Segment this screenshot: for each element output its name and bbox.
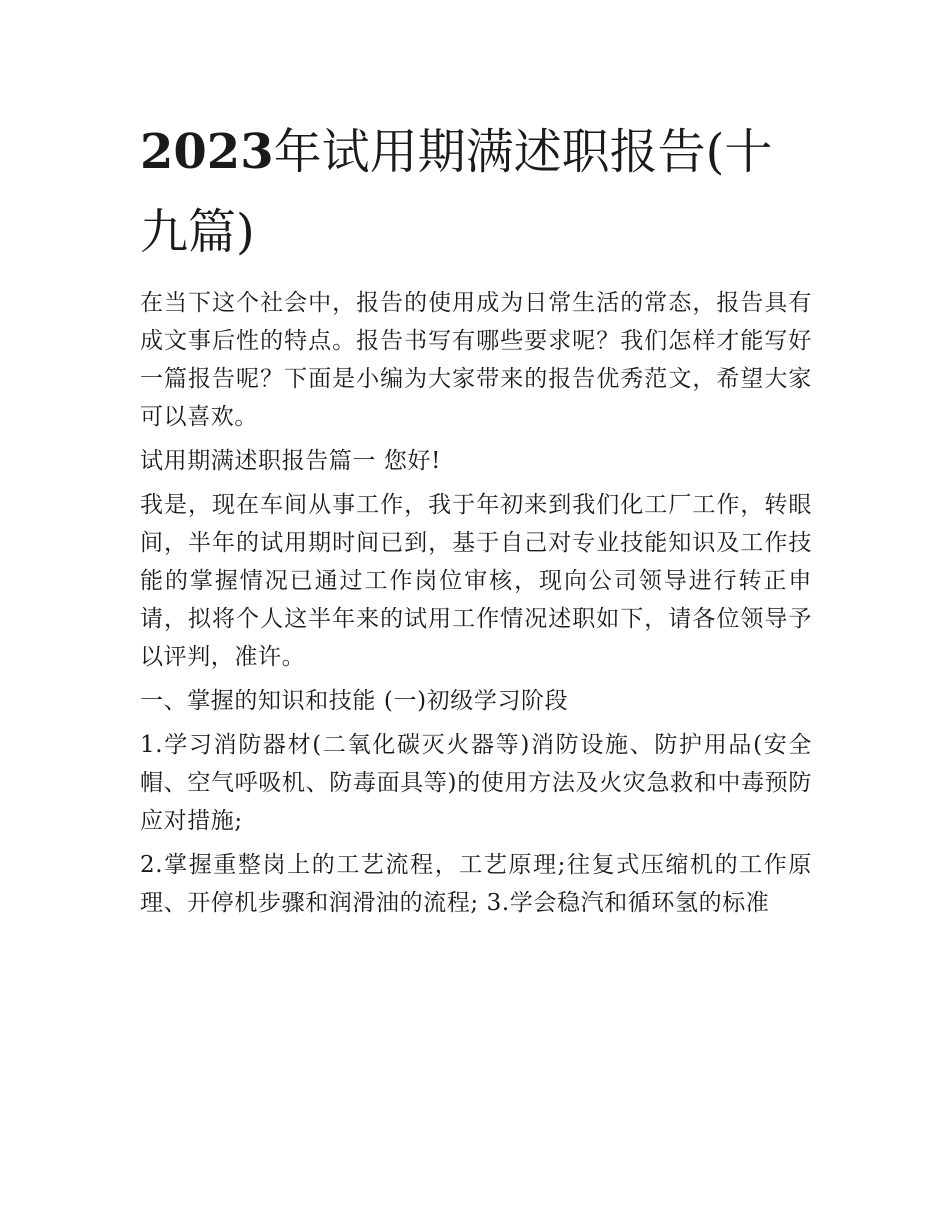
body-paragraph: 我是，现在车间从事工作，我于年初来到我们化工厂工作，转眼间，半年的试用期时间已到，基于自己对专业技能知识及工作技能的掌握情况已通过工作岗位审核，现向公司领导进行转正申请，拟将个人这半年来的试用工作情况述职如下，请各位领导予以评判，准许。 bbox=[140, 492, 812, 670]
document-page bbox=[140, 112, 812, 928]
list-item-paragraph: 2.掌握重整岗上的工艺流程，工艺原理;往复式压缩机的工作原理、开停机步骤和润滑油的流程; 3.学会稳汽和循环氢的标准 bbox=[140, 852, 812, 916]
intro-paragraph: 在当下这个社会中，报告的使用成为日常生活的常态，报告具有成文事后性的特点。报告书写有哪些要求呢？我们怎样才能写好一篇报告呢？下面是小编为大家带来的报告优秀范文，希望大家可以喜欢。 bbox=[140, 290, 812, 430]
section-heading-paragraph: 试用期满述职报告篇一 您好! bbox=[140, 448, 441, 474]
list-item-paragraph: 1.学习消防器材(二氧化碳灭火器等)消防设施、防护用品(安全帽、空气呼吸机、防毒面具等)的使用方法及火灾急救和中毒预防应对措施; bbox=[140, 732, 812, 834]
document-title bbox=[140, 112, 812, 272]
title-text: 年试用期满述职报告(十九篇) bbox=[140, 124, 773, 260]
title-year: 2023 bbox=[140, 124, 274, 180]
knowledge-heading-paragraph: 一、掌握的知识和技能 (一)初级学习阶段 bbox=[140, 688, 569, 714]
